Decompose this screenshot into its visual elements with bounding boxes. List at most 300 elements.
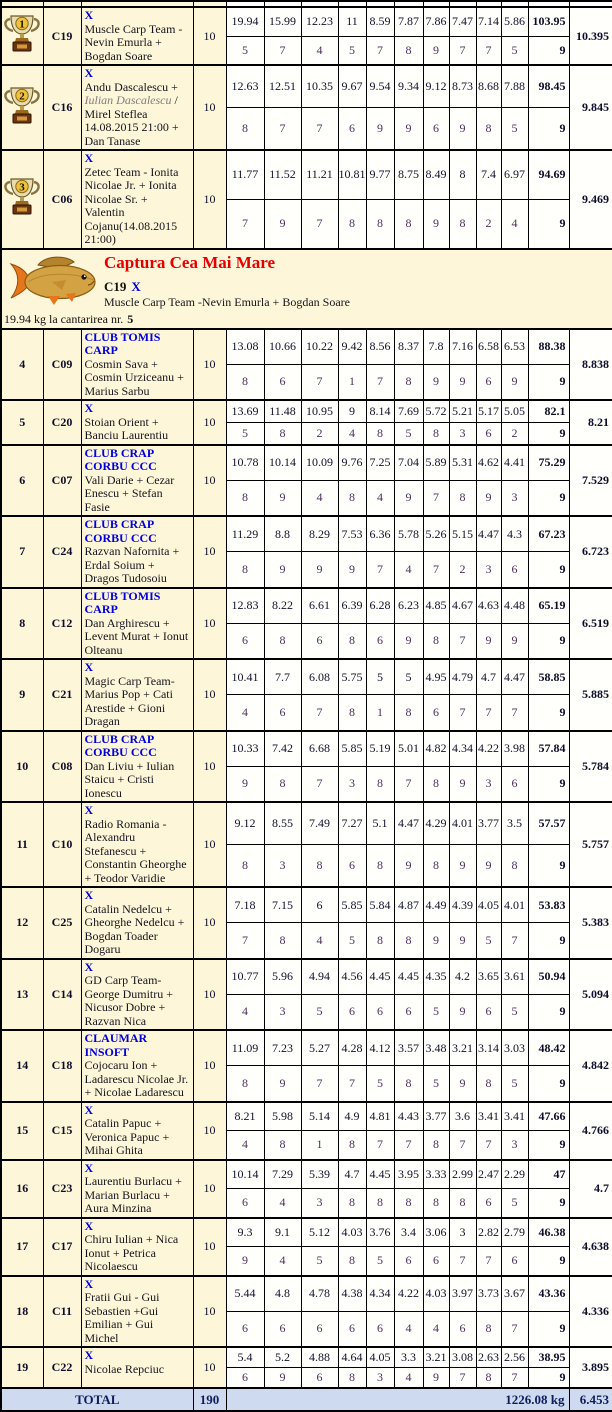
weight-cell: 3.61 <box>501 959 528 995</box>
weight-cell: 3.5 <box>501 802 528 845</box>
rank-cell: 5 <box>1 400 43 445</box>
rank-cell: 8 <box>1 588 43 660</box>
weight-cell: 8.75 <box>394 150 423 199</box>
weight-cell: 7.29 <box>264 1160 301 1189</box>
team-name-segment: Dan Arghirescu + Levent Murat + Ionut Olteanu <box>84 615 189 657</box>
count-total-cell: 9 <box>528 1368 569 1389</box>
weight-cell: 5.27 <box>301 1030 338 1066</box>
weight-cell: 4.81 <box>366 1102 394 1131</box>
count-cell: 7 <box>301 199 338 248</box>
weight-cell: 8.37 <box>394 329 423 365</box>
weight-cell: 9.76 <box>338 445 366 481</box>
weighings-count-cell: 10 <box>193 1276 226 1348</box>
weight-cell: 4.95 <box>423 659 449 695</box>
team-code: C06 <box>43 150 81 249</box>
weight-cell: 2.47 <box>476 1160 501 1189</box>
count-cell: 4 <box>338 422 366 444</box>
weight-cell: 6.39 <box>338 588 366 624</box>
count-cell: 6 <box>301 1368 338 1389</box>
weight-cell: 4.7 <box>476 659 501 695</box>
team-row <box>1 887 612 923</box>
weight-cell: 4.47 <box>476 516 501 552</box>
count-cell: 8 <box>394 1066 423 1102</box>
total-average: 6.453 <box>569 1388 612 1411</box>
team-name <box>85 903 190 957</box>
team-code: C08 <box>43 731 81 803</box>
count-cell: 4 <box>264 1189 301 1218</box>
weight-cell: 4.94 <box>301 959 338 995</box>
count-cell: 9 <box>264 1066 301 1102</box>
count-total-cell: 9 <box>528 364 569 400</box>
rank-cell: 6 <box>1 445 43 517</box>
team-name-segment: Catalin Papuc + Veronica Papuc + Mihai Ghita <box>84 1116 170 1157</box>
team-cell <box>81 1030 193 1102</box>
weight-cell: 4.03 <box>338 1218 366 1247</box>
count-cell: 8 <box>338 1368 366 1389</box>
weight-cell: 8.73 <box>449 65 476 108</box>
weight-total-cell: 98.45 <box>528 65 569 108</box>
weight-cell: 8.56 <box>366 329 394 365</box>
weighings-count-cell: 10 <box>193 959 226 1031</box>
weight-cell: 9.1 <box>264 1218 301 1247</box>
count-cell: 8 <box>423 766 449 802</box>
count-total-cell: 9 <box>528 1131 569 1160</box>
team-name-segment: / Mirel Steflea 14.08.2015 21:00 + Dan Tanase <box>84 93 179 148</box>
weight-cell: 13.08 <box>226 329 264 365</box>
team-link[interactable]: X <box>84 803 94 817</box>
weight-cell: 10.14 <box>264 445 301 481</box>
count-cell: 6 <box>501 1247 528 1276</box>
team-code: C11 <box>43 1276 81 1348</box>
team-link[interactable]: X <box>84 1348 94 1362</box>
weight-cell: 7.88 <box>501 65 528 108</box>
weight-cell: 7.47 <box>449 7 476 36</box>
weight-cell: 8.59 <box>366 7 394 36</box>
rank-cell: 15 <box>1 1102 43 1160</box>
count-cell: 7 <box>449 1247 476 1276</box>
weight-cell: 3 <box>449 1218 476 1247</box>
count-cell: 8 <box>264 422 301 444</box>
count-cell: 8 <box>264 1131 301 1160</box>
weight-cell: 4.79 <box>449 659 476 695</box>
weight-cell: 4.2 <box>449 959 476 995</box>
weight-cell: 6.97 <box>501 150 528 199</box>
team-cell <box>81 516 193 588</box>
team-link[interactable]: X <box>84 1160 94 1175</box>
weight-cell: 7.42 <box>264 731 301 767</box>
team-name-segment: Magic Carp Team- Marius Pop + Cati Arestide + Gioni Dragan <box>84 673 175 728</box>
count-cell: 8 <box>366 1189 394 1218</box>
team-link[interactable]: X <box>84 1102 94 1117</box>
weight-cell: 10.33 <box>226 731 264 767</box>
team-link[interactable]: X <box>84 151 94 165</box>
weight-cell: 6.36 <box>366 516 394 552</box>
count-cell: 9 <box>449 845 476 888</box>
weight-cell: 5.84 <box>366 887 394 923</box>
average-cell: 3.895 <box>569 1347 612 1388</box>
count-cell: 7 <box>449 1131 476 1160</box>
count-total-cell: 9 <box>528 766 569 802</box>
count-cell: 6 <box>366 623 394 659</box>
count-cell: 9 <box>338 552 366 588</box>
count-cell: 9 <box>423 923 449 959</box>
count-cell: 5 <box>501 1189 528 1218</box>
average-cell: 4.638 <box>569 1218 612 1276</box>
count-cell: 8 <box>366 923 394 959</box>
team-link[interactable]: CLAUMAR INSOFT <box>84 1031 148 1059</box>
weighings-count-cell: 10 <box>193 445 226 517</box>
count-cell: 5 <box>501 1066 528 1102</box>
count-cell: 3 <box>264 994 301 1030</box>
weight-cell: 3.73 <box>476 1276 501 1312</box>
weight-cell: 4.7 <box>338 1160 366 1189</box>
weight-cell: 5.19 <box>366 731 394 767</box>
weight-cell: 5.14 <box>301 1102 338 1131</box>
team-name <box>85 617 190 658</box>
weight-cell: 8.68 <box>476 65 501 108</box>
count-cell: 8 <box>338 1131 366 1160</box>
weighings-count-cell: 10 <box>193 1102 226 1160</box>
count-total-cell: 9 <box>528 1189 569 1218</box>
weight-cell: 5.39 <box>301 1160 338 1189</box>
rank-cell: 13 <box>1 959 43 1031</box>
count-cell: 8 <box>264 766 301 802</box>
weight-cell: 7.18 <box>226 887 264 923</box>
count-cell: 8 <box>394 695 423 731</box>
weight-cell: 4.85 <box>423 588 449 624</box>
team-name <box>85 818 190 886</box>
big-catch-link[interactable]: X <box>131 278 141 294</box>
count-cell: 4 <box>394 1368 423 1389</box>
team-link[interactable]: X <box>84 660 94 674</box>
team-link[interactable]: X <box>84 8 94 22</box>
count-cell: 5 <box>394 422 423 444</box>
count-cell: 4 <box>264 1247 301 1276</box>
team-link[interactable]: X <box>84 1218 94 1233</box>
big-catch-note-text: 19.94 kg la cantarirea nr. <box>4 311 124 326</box>
weight-cell: 12.23 <box>301 7 338 36</box>
weight-total-cell: 65.19 <box>528 588 569 624</box>
count-cell: 9 <box>449 364 476 400</box>
big-catch-team-code: C19 <box>104 278 127 294</box>
team-row <box>1 329 612 365</box>
count-cell: 7 <box>394 1131 423 1160</box>
weight-cell: 3.65 <box>476 959 501 995</box>
team-name-segment: Muscle Carp Team -Nevin Emurla + Bogdan Soare <box>84 21 183 63</box>
team-name-segment: Razvan Nafornita + Erdal Soium + Dragos Tudosoiu <box>84 544 180 585</box>
average-cell: 8.838 <box>569 329 612 401</box>
count-cell: 7 <box>226 199 264 248</box>
count-cell: 9 <box>449 1066 476 1102</box>
count-cell: 8 <box>338 1189 366 1218</box>
weight-cell: 5.21 <box>449 400 476 422</box>
count-cell: 8 <box>394 199 423 248</box>
weight-cell: 6.23 <box>394 588 423 624</box>
count-cell: 8 <box>423 1189 449 1218</box>
count-cell: 4 <box>501 199 528 248</box>
team-name <box>85 474 190 515</box>
team-link[interactable]: CLUB TOMIS CARP <box>84 588 161 616</box>
count-cell: 8 <box>264 923 301 959</box>
count-cell: 7 <box>449 623 476 659</box>
weight-cell: 5.2 <box>264 1347 301 1368</box>
count-cell: 9 <box>264 480 301 516</box>
weight-cell: 2.79 <box>501 1218 528 1247</box>
team-link[interactable]: X <box>84 401 94 415</box>
average-cell: 5.784 <box>569 731 612 803</box>
team-code: C25 <box>43 887 81 959</box>
weight-cell: 3.21 <box>423 1347 449 1368</box>
weight-cell: 5.72 <box>423 400 449 422</box>
team-name <box>85 1175 190 1216</box>
weight-cell: 4.87 <box>394 887 423 923</box>
count-cell: 6 <box>394 1247 423 1276</box>
count-cell: 9 <box>394 845 423 888</box>
count-cell: 5 <box>366 1066 394 1102</box>
weight-cell: 4.38 <box>338 1276 366 1312</box>
count-cell: 6 <box>449 1311 476 1347</box>
count-cell: 7 <box>301 766 338 802</box>
weight-cell: 7.86 <box>423 7 449 36</box>
team-name-segment: Iulian Dascalescu <box>84 93 172 107</box>
weight-cell: 4.48 <box>501 588 528 624</box>
trophy-3-icon <box>3 177 41 221</box>
count-cell: 7 <box>476 36 501 65</box>
weight-cell: 3.6 <box>449 1102 476 1131</box>
weight-cell: 5.86 <box>501 7 528 36</box>
weight-cell: 10.09 <box>301 445 338 481</box>
team-link[interactable]: CLUB TOMIS CARP <box>84 329 161 357</box>
team-cell <box>81 400 193 445</box>
team-name-segment: Cosmin Sava + Cosmin Urziceanu + Marius Sarbu <box>84 356 184 398</box>
count-cell: 8 <box>226 108 264 151</box>
team-name <box>85 358 190 399</box>
count-cell: 8 <box>366 766 394 802</box>
rank-cell: 9 <box>1 659 43 731</box>
team-name <box>85 1363 190 1377</box>
count-cell: 7 <box>264 108 301 151</box>
weight-cell: 4.05 <box>366 1347 394 1368</box>
count-cell: 9 <box>449 766 476 802</box>
team-row <box>1 65 612 108</box>
weight-cell: 4.03 <box>423 1276 449 1312</box>
team-name <box>85 416 190 443</box>
team-cell <box>81 802 193 887</box>
team-name-segment: Cojocaru Ion + Ladarescu Nicolae Jr. + Nicolae Ladarescu <box>84 1058 189 1099</box>
weighings-count-cell: 10 <box>193 7 226 65</box>
count-cell: 8 <box>394 364 423 400</box>
count-total-cell: 9 <box>528 552 569 588</box>
count-cell: 9 <box>264 199 301 248</box>
weight-cell: 3.14 <box>476 1030 501 1066</box>
count-cell: 8 <box>476 108 501 151</box>
weight-cell: 2.56 <box>501 1347 528 1368</box>
weight-cell: 4.49 <box>423 887 449 923</box>
trophy-rank-number: 2 <box>19 90 25 102</box>
count-cell: 7 <box>366 364 394 400</box>
count-cell: 7 <box>423 552 449 588</box>
weight-cell: 3.41 <box>501 1102 528 1131</box>
weight-cell: 3.41 <box>476 1102 501 1131</box>
trophy-2-icon <box>3 86 41 130</box>
weight-total-cell: 58.85 <box>528 659 569 695</box>
count-cell: 9 <box>394 623 423 659</box>
count-cell: 6 <box>226 1311 264 1347</box>
weight-cell: 4.3 <box>501 516 528 552</box>
weight-cell: 9.54 <box>366 65 394 108</box>
rank-cell: 18 <box>1 1276 43 1348</box>
weight-cell: 4.29 <box>423 802 449 845</box>
team-link[interactable]: X <box>84 959 94 974</box>
weight-cell: 7.25 <box>366 445 394 481</box>
team-cell <box>81 1276 193 1348</box>
count-cell: 9 <box>449 923 476 959</box>
weight-cell: 4.8 <box>264 1276 301 1312</box>
average-cell: 6.723 <box>569 516 612 588</box>
trophy-rank-number: 3 <box>19 181 25 194</box>
count-cell: 6 <box>423 1247 449 1276</box>
weight-cell: 7.7 <box>264 659 301 695</box>
count-cell: 3 <box>264 845 301 888</box>
count-cell: 9 <box>501 364 528 400</box>
count-cell: 8 <box>476 1066 501 1102</box>
count-total-cell: 9 <box>528 480 569 516</box>
weighings-count-cell: 10 <box>193 802 226 887</box>
count-cell: 8 <box>366 422 394 444</box>
weight-total-cell: 53.83 <box>528 887 569 923</box>
count-cell: 7 <box>501 923 528 959</box>
weight-cell: 7.23 <box>264 1030 301 1066</box>
count-cell: 7 <box>501 1368 528 1389</box>
weight-cell: 13.69 <box>226 400 264 422</box>
weighings-count-cell: 10 <box>193 150 226 249</box>
weight-cell: 9.42 <box>338 329 366 365</box>
weight-cell: 4.45 <box>366 1160 394 1189</box>
team-name-segment: Chiru Iulian + Nica Ionut + Petrica Nicolaescu <box>84 1232 179 1273</box>
count-cell: 9 <box>394 108 423 151</box>
team-row <box>1 588 612 624</box>
big-catch-note-number: 5 <box>127 311 134 326</box>
count-cell: 8 <box>338 1247 366 1276</box>
team-code: C22 <box>43 1347 81 1388</box>
team-link[interactable]: X <box>84 888 94 902</box>
count-cell: 4 <box>394 1311 423 1347</box>
count-cell: 3 <box>476 552 501 588</box>
count-cell: 7 <box>449 36 476 65</box>
weight-cell: 7.15 <box>264 887 301 923</box>
count-cell: 9 <box>226 1247 264 1276</box>
average-cell: 5.885 <box>569 659 612 731</box>
team-row <box>1 1218 612 1247</box>
total-row <box>1 1388 612 1411</box>
weight-cell: 4.39 <box>449 887 476 923</box>
team-code: C10 <box>43 802 81 887</box>
weight-cell: 4.47 <box>394 802 423 845</box>
weight-cell: 3.98 <box>501 731 528 767</box>
count-cell: 6 <box>476 364 501 400</box>
weight-cell: 5.98 <box>264 1102 301 1131</box>
weight-cell: 3.76 <box>366 1218 394 1247</box>
weight-cell: 5.15 <box>449 516 476 552</box>
team-code: C17 <box>43 1218 81 1276</box>
rank-cell: 7 <box>1 516 43 588</box>
rank-cell: 19 <box>1 1347 43 1388</box>
weight-total-cell: 82.1 <box>528 400 569 422</box>
weight-cell: 5.31 <box>449 445 476 481</box>
count-cell: 7 <box>301 695 338 731</box>
count-cell: 3 <box>476 766 501 802</box>
weight-total-cell: 38.95 <box>528 1347 569 1368</box>
weight-cell: 4.01 <box>449 802 476 845</box>
weight-cell: 10.35 <box>301 65 338 108</box>
team-link[interactable]: X <box>84 66 94 80</box>
count-cell: 9 <box>394 480 423 516</box>
count-cell: 6 <box>338 994 366 1030</box>
weight-cell: 9 <box>338 400 366 422</box>
count-cell: 5 <box>423 1066 449 1102</box>
weight-total-cell: 46.38 <box>528 1218 569 1247</box>
weight-total-cell: 57.84 <box>528 731 569 767</box>
team-row <box>1 659 612 695</box>
rank-cell: 17 <box>1 1218 43 1276</box>
team-link[interactable]: CLUB CRAP CORBU CCC <box>84 731 157 759</box>
count-cell: 8 <box>338 695 366 731</box>
rank-cell: 11 <box>1 802 43 887</box>
count-cell: 5 <box>226 422 264 444</box>
weight-total-cell: 88.38 <box>528 329 569 365</box>
team-row <box>1 731 612 767</box>
team-row <box>1 150 612 199</box>
count-cell: 5 <box>338 923 366 959</box>
weight-cell: 7.8 <box>423 329 449 365</box>
count-cell: 5 <box>476 923 501 959</box>
count-total-cell: 9 <box>528 422 569 444</box>
big-catch-title: Captura Cea Mai Mare <box>104 252 276 272</box>
team-cell <box>81 7 193 65</box>
count-cell: 2 <box>449 552 476 588</box>
team-link[interactable]: X <box>84 1276 94 1291</box>
weight-cell: 5.12 <box>301 1218 338 1247</box>
count-cell: 8 <box>394 1189 423 1218</box>
team-link[interactable]: CLUB CRAP CORBU CCC <box>84 445 157 473</box>
team-name-segment: Andu Dascalescu + <box>84 79 178 94</box>
weight-cell: 4.88 <box>301 1347 338 1368</box>
count-total-cell: 9 <box>528 199 569 248</box>
rank-cell: 16 <box>1 1160 43 1218</box>
count-cell: 6 <box>264 695 301 731</box>
team-row <box>1 445 612 481</box>
count-cell: 5 <box>366 1247 394 1276</box>
weighings-count-cell: 10 <box>193 516 226 588</box>
weight-cell: 9.12 <box>226 802 264 845</box>
count-cell: 6 <box>476 422 501 444</box>
team-row <box>1 802 612 845</box>
big-catch-body <box>104 250 612 309</box>
weight-cell: 3.33 <box>423 1160 449 1189</box>
weight-cell: 4.67 <box>449 588 476 624</box>
count-cell: 5 <box>301 1247 338 1276</box>
rank-cell <box>1 150 43 249</box>
count-cell: 5 <box>501 36 528 65</box>
team-link[interactable]: CLUB CRAP CORBU CCC <box>84 517 157 545</box>
weight-cell: 4.22 <box>394 1276 423 1312</box>
count-cell: 2 <box>301 422 338 444</box>
count-cell: 8 <box>394 36 423 65</box>
team-cell <box>81 329 193 401</box>
weight-cell: 11.29 <box>226 516 264 552</box>
count-cell: 8 <box>423 1131 449 1160</box>
weight-total-cell: 103.95 <box>528 7 569 36</box>
